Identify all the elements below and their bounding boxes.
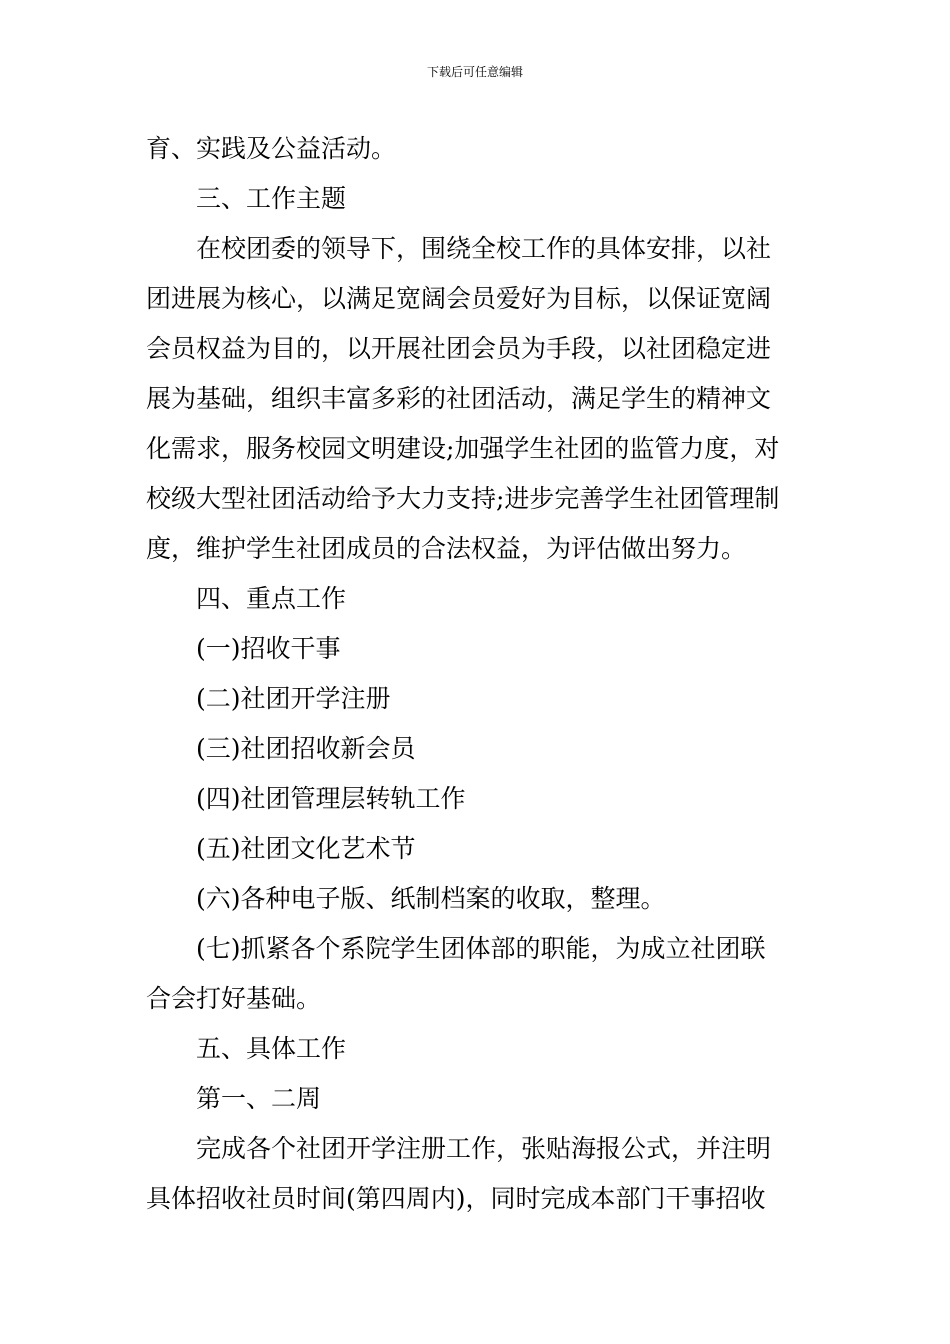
- list-item: (六)各种电子版、纸制档案的收取，整理。: [196, 884, 666, 913]
- list-item: (五)社团文化艺术节: [196, 834, 416, 863]
- text-line: 度，维护学生社团成员的合法权益，为评估做出努力。: [146, 534, 747, 563]
- section-heading: 五、具体工作: [196, 1034, 347, 1063]
- text-line: 育、实践及公益活动。: [146, 134, 397, 163]
- text-line: 化需求，服务校园文明建设;加强学生社团的监管力度，对: [146, 434, 780, 463]
- text-line: 团进展为核心，以满足宽阔会员爱好为目标，以保证宽阔: [146, 284, 772, 313]
- page-header: 下载后可任意编辑: [426, 65, 523, 79]
- sub-heading: 第一、二周: [196, 1084, 322, 1113]
- section-heading: 四、重点工作: [196, 584, 347, 613]
- list-item: (三)社团招收新会员: [196, 734, 416, 763]
- document-body: [146, 124, 810, 1224]
- text-line: 完成各个社团开学注册工作，张贴海报公式，并注明: [196, 1134, 772, 1163]
- list-item: (二)社团开学注册: [196, 684, 391, 713]
- text-line: 会员权益为目的，以开展社团会员为手段，以社团稳定进: [146, 334, 772, 363]
- text-line: 展为基础，组织丰富多彩的社团活动，满足学生的精神文: [146, 384, 772, 413]
- list-item: (七)抓紧各个系院学生团体部的职能，为成立社团联: [196, 934, 766, 963]
- text-line: 具体招收社员时间(第四周内)，同时完成本部门干事招收: [146, 1184, 766, 1213]
- text-line: 校级大型社团活动给予大力支持;进步完善学生社团管理制: [146, 484, 780, 513]
- section-heading: 三、工作主题: [196, 184, 347, 213]
- list-item: (四)社团管理层转轨工作: [196, 784, 466, 813]
- text-line: 合会打好基础。: [146, 984, 322, 1013]
- text-line: 在校团委的领导下，围绕全校工作的具体安排，以社: [196, 234, 772, 263]
- list-item: (一)招收干事: [196, 634, 341, 663]
